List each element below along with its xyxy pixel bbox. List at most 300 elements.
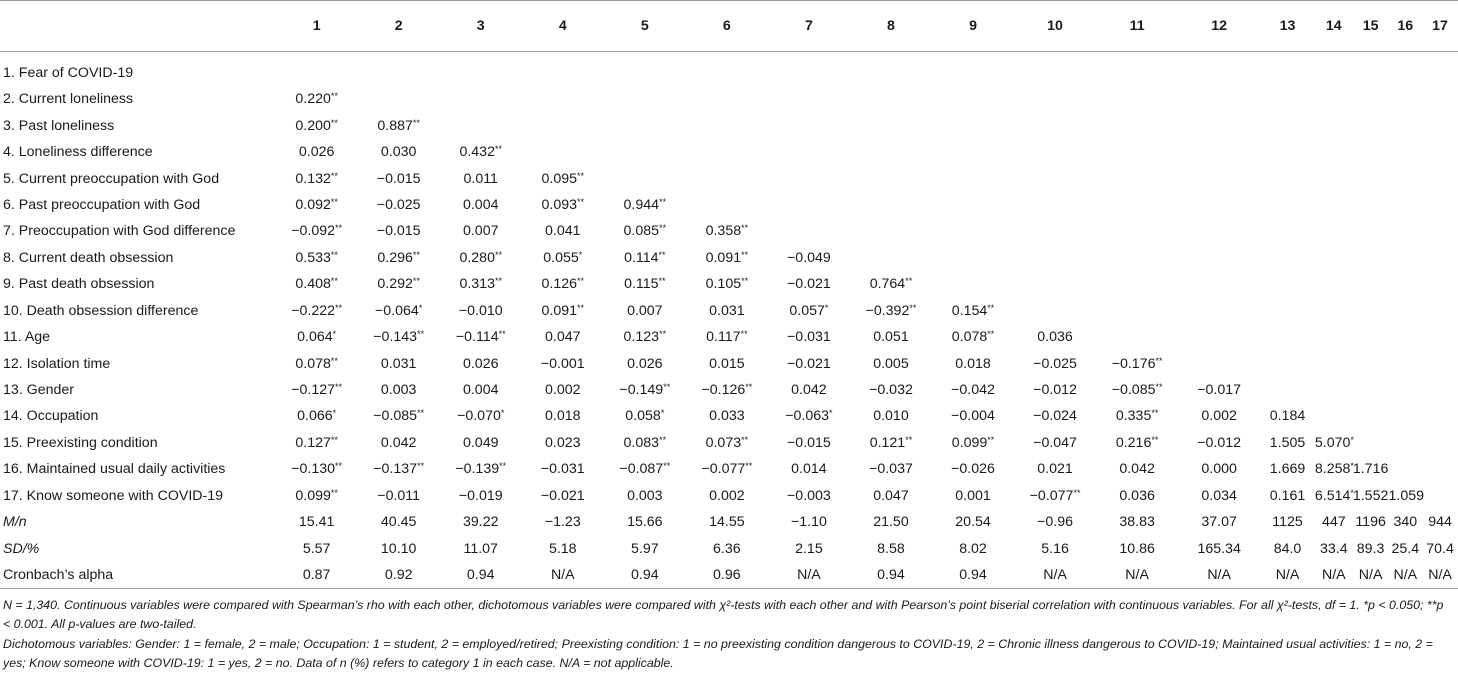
row-label: 1. Fear of COVID-19 xyxy=(3,65,134,81)
table-cell: 0.095** xyxy=(541,170,585,187)
significance-marker: * xyxy=(418,302,423,313)
table-cell xyxy=(440,112,522,138)
table-cell xyxy=(604,139,686,165)
table-cell xyxy=(1422,218,1458,244)
header-cell-5: 5 xyxy=(604,1,686,52)
table-cell xyxy=(440,86,522,112)
significance-marker: ** xyxy=(905,434,913,445)
table-cell: 0.92 xyxy=(358,562,440,589)
table-row xyxy=(0,86,1458,112)
table-cell: 0.002 xyxy=(709,487,745,504)
table-cell: −0.015 xyxy=(376,170,421,187)
table-cell: 0.010 xyxy=(873,408,909,425)
table-cell xyxy=(1014,245,1096,271)
row-label: 4. Loneliness difference xyxy=(3,144,153,161)
table-cell xyxy=(1353,350,1389,376)
table-cell xyxy=(686,165,768,191)
table-cell: −0.137** xyxy=(373,461,425,478)
table-cell: −1.23 xyxy=(544,514,581,531)
table-cell: 0.091** xyxy=(705,249,749,266)
table-cell: 6.514* xyxy=(1314,487,1354,504)
table-cell: 0.004 xyxy=(462,196,499,213)
header-row xyxy=(0,1,1458,52)
table-cell: −0.127** xyxy=(291,382,343,399)
table-cell: −0.021 xyxy=(540,487,585,504)
significance-marker: ** xyxy=(987,302,995,313)
table-cell: 5.18 xyxy=(548,540,577,557)
significance-marker: ** xyxy=(417,408,425,419)
table-cell: 0.015 xyxy=(709,355,745,372)
table-cell xyxy=(1178,112,1260,138)
table-cell xyxy=(1315,350,1353,376)
significance-marker: ** xyxy=(417,461,425,472)
row-label: 3. Past loneliness xyxy=(3,117,115,134)
table-cell: 1.505 xyxy=(1269,434,1306,451)
table-cell: −0.176** xyxy=(1111,355,1163,372)
table-cell xyxy=(1388,271,1422,297)
table-cell xyxy=(1096,324,1178,350)
table-cell xyxy=(1422,430,1458,456)
table-cell xyxy=(1178,52,1260,87)
table-cell: 0.085** xyxy=(623,223,667,240)
table-cell: 0.001 xyxy=(955,487,991,504)
table-cell xyxy=(1014,218,1096,244)
table-cell: −0.130** xyxy=(291,461,343,478)
table-cell: 5.97 xyxy=(631,540,659,557)
table-cell: 0.026 xyxy=(462,355,499,372)
table-cell: 0.358** xyxy=(705,223,749,240)
table-cell: −0.064* xyxy=(375,302,423,319)
table-cell: 0.055* xyxy=(543,249,583,266)
table-row xyxy=(0,509,1458,535)
table-cell: 25.4 xyxy=(1391,540,1420,557)
significance-marker: ** xyxy=(412,249,420,260)
table-cell xyxy=(1178,218,1260,244)
table-cell xyxy=(1014,298,1096,324)
significance-marker: ** xyxy=(330,355,338,366)
table-cell: 0.099** xyxy=(951,434,995,451)
table-cell xyxy=(850,139,932,165)
table-cell: −0.011 xyxy=(377,487,421,504)
table-cell xyxy=(358,52,440,87)
table-cell: −0.047 xyxy=(1033,434,1077,451)
table-cell xyxy=(1315,139,1353,165)
significance-marker: ** xyxy=(987,434,995,445)
table-cell: 944 xyxy=(1428,514,1452,531)
table-cell xyxy=(1096,139,1178,165)
table-cell xyxy=(1315,165,1353,191)
significance-marker: ** xyxy=(335,302,343,313)
row-label: 13. Gender xyxy=(3,382,74,399)
table-cell: 0.042 xyxy=(380,434,417,451)
table-cell: 0.049 xyxy=(462,434,499,451)
table-cell: 0.030 xyxy=(380,144,417,161)
table-cell: −0.019 xyxy=(458,487,503,504)
table-cell: 0.026 xyxy=(298,144,335,161)
table-cell: 10.86 xyxy=(1119,540,1155,557)
table-cell: −0.017 xyxy=(1197,382,1242,399)
header-cell-3: 3 xyxy=(440,1,522,52)
table-cell xyxy=(522,112,604,138)
table-cell: 0.036 xyxy=(1037,329,1073,346)
table-cell: 5.070* xyxy=(1314,434,1354,451)
table-cell: 0.031 xyxy=(380,355,417,372)
header-cell-4: 4 xyxy=(522,1,604,52)
table-cell xyxy=(1315,403,1353,429)
table-cell: 0.002 xyxy=(545,382,581,399)
table-cell xyxy=(1096,112,1178,138)
table-cell: 0.078** xyxy=(951,329,995,346)
significance-marker: ** xyxy=(741,434,749,445)
significance-marker: ** xyxy=(335,223,343,234)
significance-marker: * xyxy=(824,302,829,313)
table-notes xyxy=(3,596,1453,674)
significance-marker: ** xyxy=(659,434,667,445)
table-cell xyxy=(850,52,932,87)
table-cell: 33.4 xyxy=(1319,540,1348,557)
table-cell xyxy=(1315,377,1353,403)
header-cell-6: 6 xyxy=(686,1,768,52)
header-cell-8: 8 xyxy=(850,1,932,52)
table-cell xyxy=(604,165,686,191)
table-cell: 0.047 xyxy=(545,329,581,346)
table-cell xyxy=(932,165,1014,191)
table-cell xyxy=(768,112,850,138)
table-cell: 0.154** xyxy=(951,302,995,319)
row-label: 16. Maintained usual daily activities xyxy=(3,461,226,478)
row-label: 5. Current preoccupation with God xyxy=(3,170,220,187)
table-cell: 15.66 xyxy=(627,514,663,531)
table-cell xyxy=(1260,324,1315,350)
table-row xyxy=(0,112,1458,138)
table-cell xyxy=(932,86,1014,112)
table-cell xyxy=(1353,430,1389,456)
table-cell: 0.092** xyxy=(295,196,338,213)
table-cell xyxy=(768,86,850,112)
header-cell-label xyxy=(0,1,276,52)
table-cell xyxy=(1353,218,1389,244)
table-cell: 0.003 xyxy=(627,487,663,504)
table-cell: −0.143** xyxy=(373,329,425,346)
table-cell xyxy=(932,52,1014,87)
table-cell: −0.139** xyxy=(455,461,507,478)
significance-marker: * xyxy=(500,408,505,419)
table-cell xyxy=(1353,52,1389,87)
table-cell xyxy=(1260,52,1315,87)
significance-marker: ** xyxy=(1155,355,1163,366)
row-label: M/n xyxy=(3,514,27,531)
table-cell: −0.003 xyxy=(787,487,831,504)
table-cell: −0.392** xyxy=(865,302,917,319)
table-cell xyxy=(1422,86,1458,112)
table-cell: −0.070* xyxy=(457,408,505,425)
table-cell: 11.07 xyxy=(463,540,498,557)
table-cell: −0.015 xyxy=(376,223,421,240)
significance-marker: ** xyxy=(330,434,338,445)
table-cell xyxy=(1422,456,1458,482)
table-cell: 0.000 xyxy=(1201,461,1237,478)
significance-marker: ** xyxy=(658,276,666,287)
table-row xyxy=(0,456,1458,482)
table-cell: −0.114** xyxy=(455,329,506,346)
table-cell xyxy=(932,192,1014,218)
table-cell xyxy=(768,165,850,191)
table-cell xyxy=(522,52,604,87)
header-cell-13: 13 xyxy=(1260,1,1315,52)
table-cell: 0.031 xyxy=(709,302,745,319)
table-body xyxy=(0,52,1458,589)
table-cell: 0.073** xyxy=(705,434,749,451)
table-cell: 0.042 xyxy=(791,382,827,399)
row-label: 8. Current death obsession xyxy=(3,249,174,266)
significance-marker: ** xyxy=(745,461,753,472)
table-note-statistics: N = 1,340. Continuous variables were compared with Spearman’s rho with each other, dichotomous variables were compared with χ²-tests with each other and with Pearson’s point biserial correlation with continuous variables. For all χ²-tests, df = 1. *p < 0.050; **p < 0.001. All p-values are two-tailed. xyxy=(3,598,1444,631)
table-cell: 0.047 xyxy=(873,487,909,504)
table-cell: 0.296** xyxy=(377,249,420,266)
table-cell: 0.091** xyxy=(541,302,585,319)
table-cell: 0.003 xyxy=(380,382,417,399)
table-cell: 0.093** xyxy=(541,196,585,213)
table-cell: −0.085** xyxy=(1111,382,1163,399)
table-cell: 1.552 xyxy=(1352,487,1389,504)
table-cell xyxy=(1388,430,1422,456)
table-cell xyxy=(932,245,1014,271)
table-row xyxy=(0,139,1458,165)
table-cell: 0.114** xyxy=(624,249,666,266)
table-cell: 0.94 xyxy=(850,562,932,589)
table-cell xyxy=(522,139,604,165)
table-row xyxy=(0,245,1458,271)
table-cell xyxy=(1260,165,1315,191)
table-cell xyxy=(932,112,1014,138)
table-cell: −0.015 xyxy=(787,434,831,451)
table-cell xyxy=(1260,139,1315,165)
table-cell xyxy=(1353,271,1389,297)
table-cell: 0.216** xyxy=(1115,434,1159,451)
row-label: 15. Preexisting condition xyxy=(3,434,158,451)
table-cell: 1.716 xyxy=(1352,461,1389,478)
header-cell-9: 9 xyxy=(932,1,1014,52)
table-cell: −0.004 xyxy=(951,408,995,425)
significance-marker: ** xyxy=(499,461,507,472)
significance-marker: ** xyxy=(663,461,671,472)
table-cell xyxy=(1388,112,1422,138)
row-label: 2. Current loneliness xyxy=(3,91,134,108)
table-cell xyxy=(1422,192,1458,218)
significance-marker: ** xyxy=(1151,434,1159,445)
table-cell: 0.018 xyxy=(545,408,581,425)
table-cell: 0.87 xyxy=(276,562,358,589)
table-cell xyxy=(1260,86,1315,112)
significance-marker: ** xyxy=(1151,408,1159,419)
significance-marker: ** xyxy=(741,249,749,260)
row-label: 17. Know someone with COVID-19 xyxy=(3,487,224,504)
table-cell: 0.184 xyxy=(1269,408,1306,425)
table-cell xyxy=(1014,112,1096,138)
table-cell: −0.021 xyxy=(787,276,831,293)
table-cell xyxy=(932,271,1014,297)
table-cell xyxy=(1014,192,1096,218)
table-cell xyxy=(1422,52,1458,87)
table-cell xyxy=(276,52,358,87)
table-cell: 0.94 xyxy=(604,562,686,589)
table-cell: 0.127** xyxy=(295,434,338,451)
table-cell xyxy=(1260,298,1315,324)
table-row xyxy=(0,403,1458,429)
table-cell: −0.025 xyxy=(376,196,421,213)
significance-marker: ** xyxy=(577,302,585,313)
table-cell: −0.149** xyxy=(619,382,671,399)
table-cell xyxy=(1096,192,1178,218)
table-cell: 0.292** xyxy=(377,276,420,293)
table-cell xyxy=(1353,245,1389,271)
table-cell xyxy=(850,112,932,138)
table-cell xyxy=(768,192,850,218)
table-cell xyxy=(1178,245,1260,271)
table-cell: 1.059 xyxy=(1388,487,1424,504)
table-cell xyxy=(932,218,1014,244)
table-row xyxy=(0,52,1458,87)
table-cell: −0.031 xyxy=(540,461,585,478)
significance-marker: ** xyxy=(330,170,338,181)
table-cell: 0.004 xyxy=(462,382,499,399)
table-row xyxy=(0,298,1458,324)
table-cell: 0.313** xyxy=(459,276,502,293)
table-cell: 2.15 xyxy=(795,540,823,557)
table-cell xyxy=(1315,192,1353,218)
significance-marker: ** xyxy=(330,117,338,128)
table-cell: 84.0 xyxy=(1273,540,1302,557)
table-cell: 20.54 xyxy=(955,514,991,531)
table-cell: 37.07 xyxy=(1201,514,1237,531)
table-cell xyxy=(1388,324,1422,350)
table-cell: 0.033 xyxy=(709,408,745,425)
table-cell xyxy=(1353,324,1389,350)
table-cell xyxy=(1014,52,1096,87)
table-cell: 0.058* xyxy=(625,408,665,425)
table-cell: 0.057* xyxy=(789,302,829,319)
table-cell: 0.161 xyxy=(1269,487,1306,504)
table-cell: −0.126** xyxy=(701,382,753,399)
table-cell xyxy=(1096,165,1178,191)
table-cell: 340 xyxy=(1393,514,1418,531)
significance-marker: * xyxy=(578,249,583,260)
row-label: 12. Isolation time xyxy=(3,355,111,372)
table-cell xyxy=(1315,271,1353,297)
table-cell xyxy=(768,52,850,87)
table-cell: 40.45 xyxy=(380,514,417,531)
table-cell xyxy=(1388,139,1422,165)
table-cell: 0.021 xyxy=(1037,461,1073,478)
table-cell: 0.026 xyxy=(627,355,663,372)
table-cell xyxy=(1315,324,1353,350)
table-cell: 0.083** xyxy=(623,434,667,451)
significance-marker: ** xyxy=(740,329,748,340)
significance-marker: ** xyxy=(905,276,913,287)
table-row xyxy=(0,562,1458,589)
table-cell: −0.021 xyxy=(787,355,831,372)
table-cell: 6.36 xyxy=(713,540,741,557)
table-cell: 38.83 xyxy=(1119,514,1155,531)
table-row xyxy=(0,350,1458,376)
table-cell: 1125 xyxy=(1272,514,1303,531)
table-cell: −0.049 xyxy=(787,249,831,266)
significance-marker: * xyxy=(1350,487,1354,498)
table-cell xyxy=(1178,324,1260,350)
table-cell: 39.22 xyxy=(462,514,499,531)
table-cell: −0.042 xyxy=(951,382,995,399)
table-cell: 21.50 xyxy=(873,514,909,531)
table-cell: 0.96 xyxy=(686,562,768,589)
table-cell xyxy=(1388,165,1422,191)
table-cell: 0.105** xyxy=(705,276,749,293)
table-cell: 0.041 xyxy=(545,223,581,240)
table-cell: −0.085** xyxy=(373,408,425,425)
table-cell: 0.002 xyxy=(1201,408,1237,425)
table-cell xyxy=(1178,86,1260,112)
significance-marker: ** xyxy=(330,276,338,287)
significance-marker: * xyxy=(1350,461,1354,472)
table-cell xyxy=(686,86,768,112)
header-cell-1: 1 xyxy=(276,1,358,52)
table-cell xyxy=(1178,298,1260,324)
table-cell: 0.066* xyxy=(297,408,337,425)
table-cell: 1196 xyxy=(1355,514,1386,531)
table-cell xyxy=(768,218,850,244)
significance-marker: ** xyxy=(741,276,749,287)
row-label: 9. Past death obsession xyxy=(3,276,155,293)
table-row xyxy=(0,324,1458,350)
table-cell: 0.432** xyxy=(459,144,502,161)
header-cell-10: 10 xyxy=(1014,1,1096,52)
table-cell: 0.121** xyxy=(869,434,913,451)
significance-marker: ** xyxy=(330,91,338,102)
header-cell-12: 12 xyxy=(1178,1,1260,52)
table-cell: 89.3 xyxy=(1356,540,1385,557)
table-cell xyxy=(1422,403,1458,429)
table-cell xyxy=(1388,456,1422,482)
table-cell xyxy=(1178,139,1260,165)
table-cell xyxy=(1353,192,1389,218)
table-cell: 0.126** xyxy=(541,276,585,293)
table-cell xyxy=(1422,350,1458,376)
table-cell xyxy=(1315,218,1353,244)
significance-marker: ** xyxy=(498,329,506,340)
table-cell xyxy=(604,52,686,87)
significance-marker: ** xyxy=(659,223,667,234)
table-cell xyxy=(686,52,768,87)
table-cell xyxy=(1096,298,1178,324)
table-cell: −0.024 xyxy=(1033,408,1077,425)
table-cell xyxy=(1422,271,1458,297)
table-cell: 0.408** xyxy=(295,276,338,293)
table-cell: 0.007 xyxy=(462,223,499,240)
table-row xyxy=(0,218,1458,244)
table-cell: 0.036 xyxy=(1119,487,1155,504)
table-cell xyxy=(1353,165,1389,191)
table-cell xyxy=(440,52,522,87)
significance-marker: ** xyxy=(494,249,502,260)
table-cell: 70.4 xyxy=(1426,540,1454,557)
table-cell: N/A xyxy=(1388,562,1422,589)
significance-marker: ** xyxy=(745,382,753,393)
table-cell: 0.335** xyxy=(1115,408,1159,425)
significance-marker: ** xyxy=(577,276,585,287)
table-cell xyxy=(1388,350,1422,376)
table-cell xyxy=(1014,271,1096,297)
table-cell xyxy=(1388,86,1422,112)
header-cell-7: 7 xyxy=(768,1,850,52)
